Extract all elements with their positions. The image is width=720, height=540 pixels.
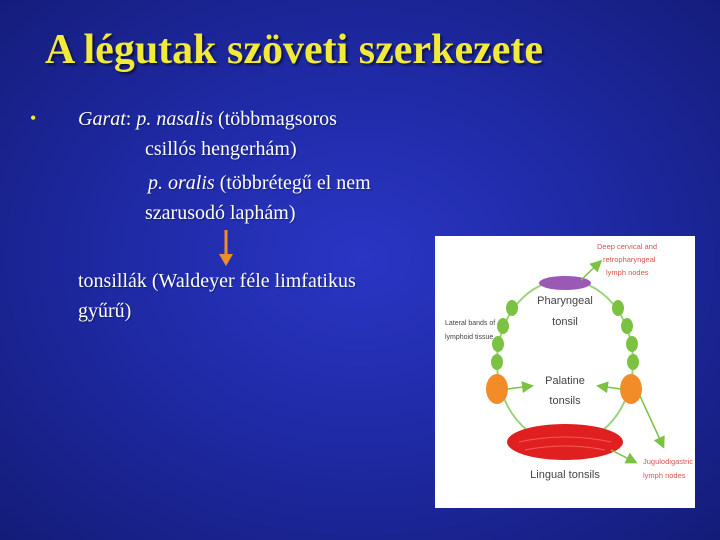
nasalis-description: (többmagsoros	[213, 108, 337, 130]
arrow-palatine-right	[599, 386, 621, 389]
palatine-tonsil-left-shape	[486, 374, 508, 404]
lingual-tonsil-shape	[507, 424, 623, 460]
tonsils-line-cont: gyűrű)	[78, 300, 132, 322]
label-lateral-bands-2: lymphoid tissue	[445, 334, 494, 341]
label-deep-cervical-2: retropharyngeal	[603, 255, 656, 264]
label-jugulodigastric-1: Jugulodigastric	[643, 457, 694, 466]
slide-title: A légutak szöveti szerkezete	[45, 27, 543, 73]
label-pharyngeal-2: tonsil	[552, 316, 578, 328]
nasalis-name: p. nasalis	[136, 108, 214, 130]
oralis-description: (többrétegű el nem	[214, 172, 371, 194]
arrow-palatine-left	[507, 386, 531, 389]
nasalis-description-cont: csillós hengerhám)	[145, 138, 297, 160]
oralis-description-cont: szarusodó laphám)	[145, 202, 296, 224]
label-jugulodigastric-2: lymph nodes	[643, 471, 686, 480]
garat-term: Garat	[78, 108, 126, 130]
label-deep-cervical-1: Deep cervical and	[597, 242, 658, 251]
label-deep-cervical-3: lymph nodes	[606, 268, 649, 277]
lateral-band-nodes-left	[491, 300, 518, 370]
bullet-marker: •	[30, 108, 37, 128]
label-pharyngeal-1: Pharyngeal	[537, 295, 593, 307]
label-palatine-1: Palatine	[545, 375, 585, 387]
lateral-band-nodes-right	[612, 300, 639, 370]
palatine-tonsil-right-shape	[620, 374, 642, 404]
waldeyer-ring-diagram	[435, 236, 695, 508]
label-palatine-2: tonsils	[549, 395, 581, 407]
arrow-to-jugulodigastric-2	[611, 450, 635, 462]
arrow-to-deep-cervical	[581, 262, 600, 280]
label-lateral-bands-1: Lateral bands of	[445, 320, 496, 327]
garat-separator: :	[125, 108, 137, 130]
oralis-name: p. oralis	[148, 172, 215, 194]
oralis-line	[148, 172, 371, 195]
garat-line	[78, 108, 337, 131]
down-arrow-icon	[216, 230, 236, 270]
label-lingual: Lingual tonsils	[530, 469, 600, 481]
tonsils-line: tonsillák (Waldeyer féle limfatikus	[78, 270, 356, 292]
arrow-to-jugulodigastric-1	[640, 396, 663, 446]
